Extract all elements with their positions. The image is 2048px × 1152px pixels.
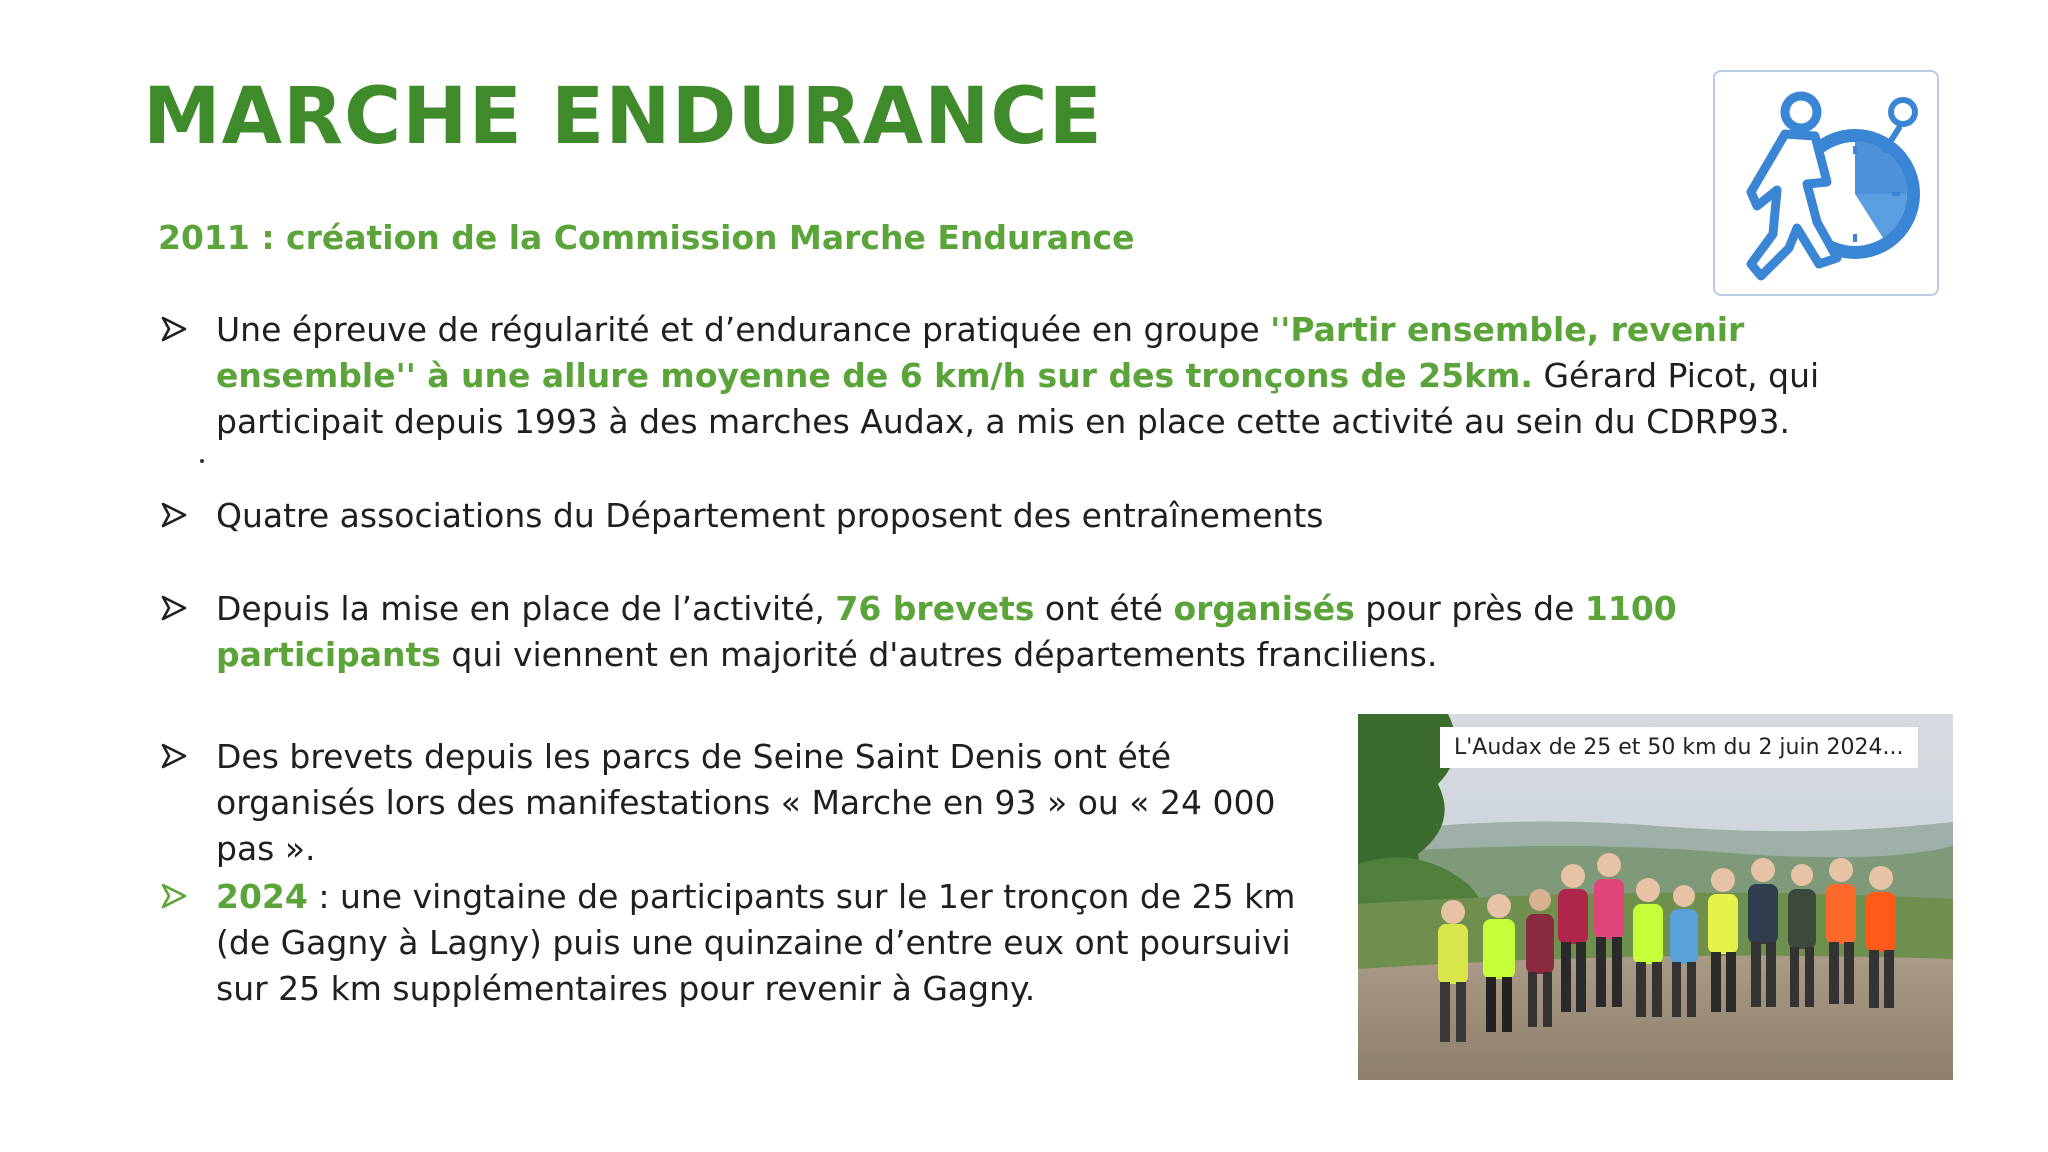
bullet-text-part: pour près de — [1354, 589, 1585, 628]
stray-dot — [200, 459, 204, 463]
bullet-item — [160, 874, 1300, 1012]
highlight-text: 76 brevets — [835, 589, 1035, 628]
logo-card — [1713, 70, 1939, 296]
bullet-text-part: qui viennent en majorité d'autres départements franciliens. — [440, 635, 1438, 674]
bullet-text: Des brevets depuis les parcs de Seine Saint Denis ont été organisés lors des manifestations « Marche en 93 » ou « 24 000 pas ». — [216, 737, 1276, 868]
arrowhead-bullet-icon — [160, 315, 188, 343]
bullet-item — [160, 307, 1840, 445]
highlight-text: ''Partir ensemble, revenir ensemble'' à une allure moyenne de 6 km/h sur des tronçons de 25km. — [216, 310, 1745, 395]
group-photo — [1358, 714, 1953, 1080]
bullet-text-part: ont été — [1034, 589, 1174, 628]
bullet-text-part: Gérard Picot, qui participait depuis 1993 à des marches Audax, a mis en place cette activité au sein du CDRP93. — [216, 356, 1820, 441]
bullet-text: Quatre associations du Département proposent des entraînements — [216, 496, 1324, 535]
bullet-text-part: : une vingtaine de participants sur le 1er tronçon de 25 km (de Gagny à Lagny) puis une quinzaine d’entre eux ont poursuivi sur 25 km supplémentaires pour revenir à Gagny. — [216, 877, 1296, 1008]
bullet-text — [216, 874, 1296, 1012]
arrowhead-bullet-icon — [160, 742, 188, 770]
bullet-text-part: Depuis la mise en place de l’activité, — [216, 589, 836, 628]
highlight-text: 2024 — [216, 877, 308, 916]
bullet-item — [160, 493, 1840, 539]
group-photo-illustration — [1358, 714, 1953, 1080]
bullet-text — [216, 586, 1836, 678]
bullet-item — [160, 586, 1840, 678]
slide-subtitle: 2011 : création de la Commission Marche Endurance — [158, 218, 1135, 257]
arrowhead-bullet-icon — [160, 594, 188, 622]
photo-caption: L'Audax de 25 et 50 km du 2 juin 2024... — [1440, 727, 1918, 768]
highlight-text: 1100 participants — [216, 589, 1677, 674]
bullet-item — [160, 734, 1300, 872]
arrowhead-bullet-icon-green — [160, 882, 188, 910]
bullet-text — [216, 307, 1836, 445]
arrowhead-bullet-icon — [160, 501, 188, 529]
bullet-text-part: Une épreuve de régularité et d’endurance pratiquée en groupe — [216, 310, 1271, 349]
hiker-stopwatch-icon — [1715, 72, 1937, 294]
slide-title: MARCHE ENDURANCE — [143, 72, 1103, 162]
highlight-text: organisés — [1173, 589, 1355, 628]
